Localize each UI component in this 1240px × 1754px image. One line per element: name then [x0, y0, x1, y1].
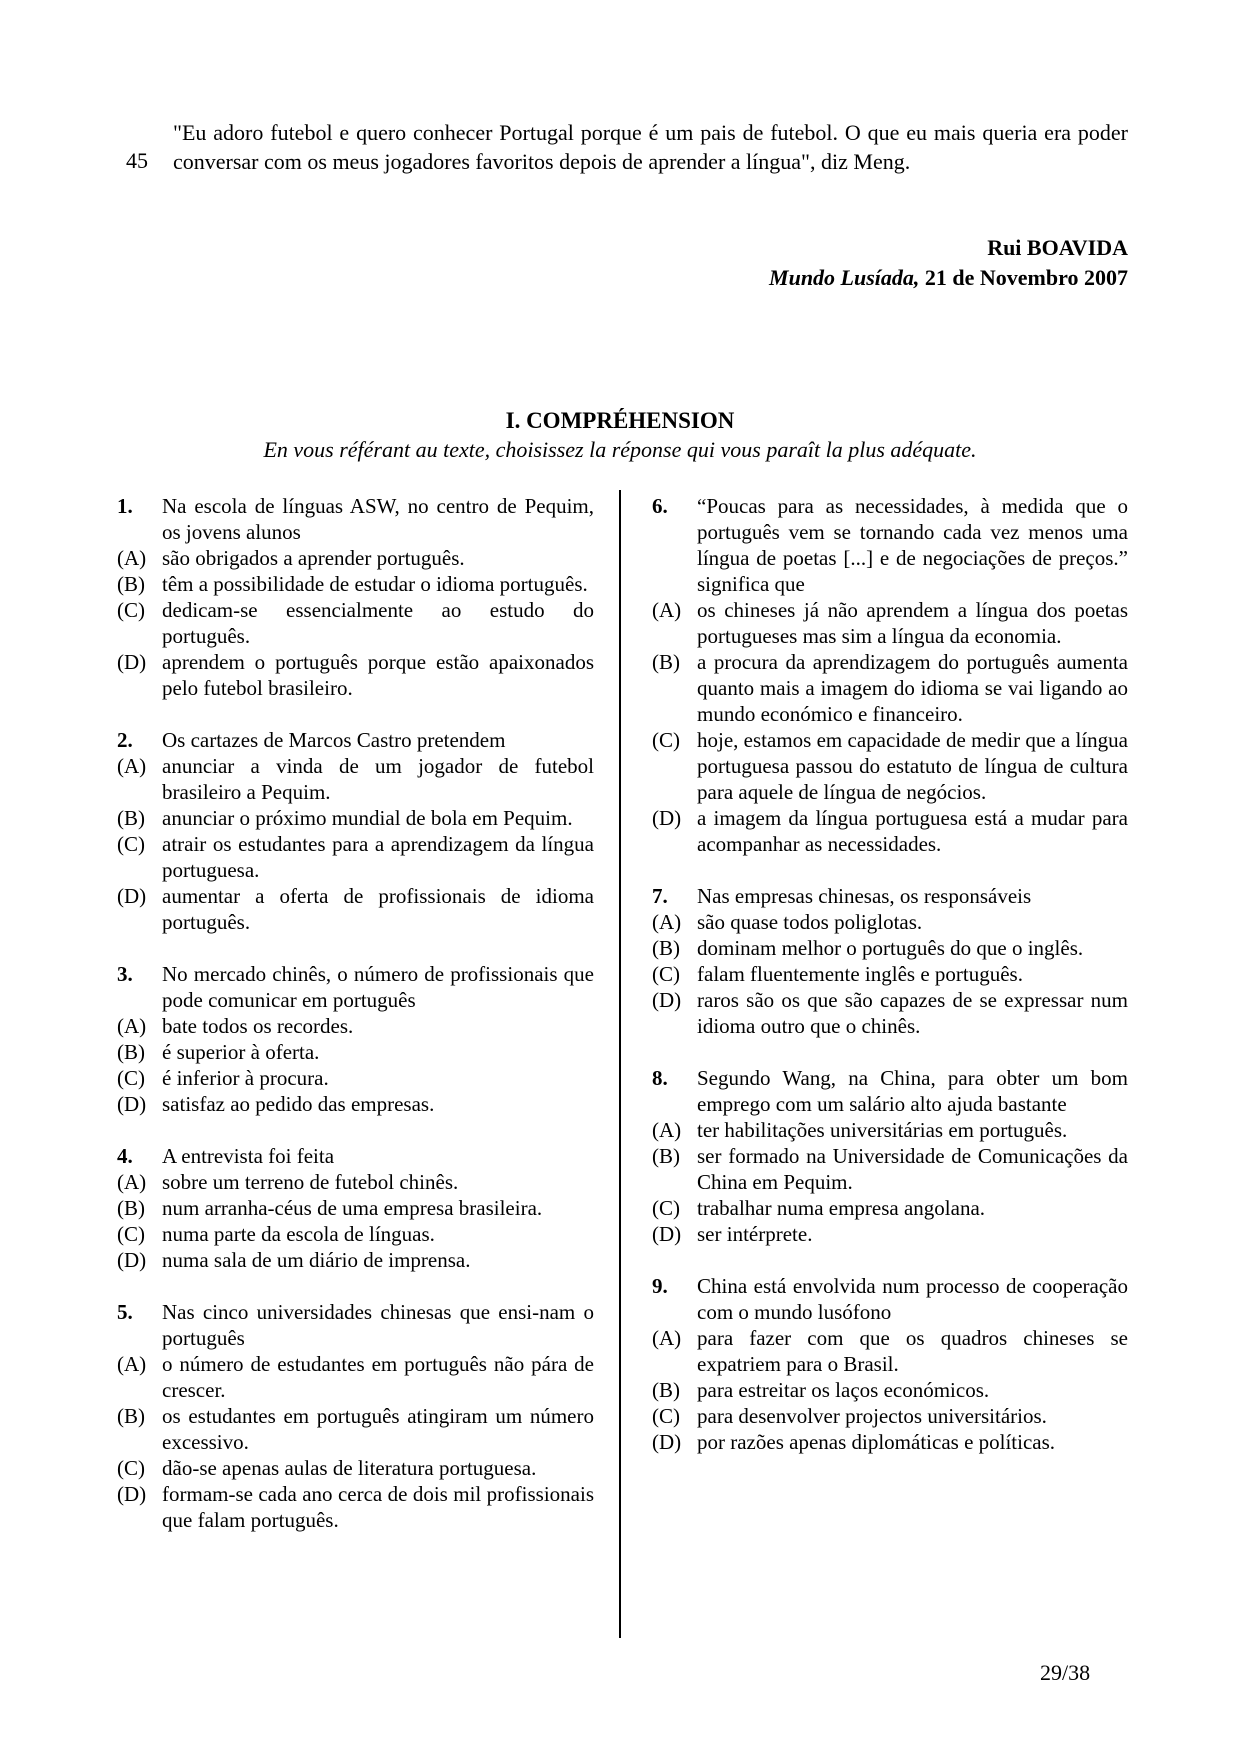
- option-letter: (D): [652, 806, 682, 830]
- option-text: para estreitar os laços económicos.: [697, 1378, 990, 1402]
- question-number: 3.: [117, 962, 133, 986]
- option-letter: (B): [652, 1144, 680, 1168]
- author-name: Rui BOAVIDA: [987, 235, 1128, 260]
- column-divider: [619, 490, 621, 1638]
- option-letter: (D): [117, 1482, 147, 1506]
- option-text: os estudantes em português atingiram um número excessivo.: [162, 1404, 594, 1454]
- answer-option: [652, 1429, 1128, 1455]
- option-letter: (A): [117, 754, 147, 778]
- section-instruction: En vous référant au texte, choisissez la réponse qui vous paraît la plus adéquate.: [263, 437, 977, 462]
- answer-option: [652, 1221, 1128, 1247]
- option-letter: (C): [652, 728, 680, 752]
- section-title: I. COMPRÉHENSION: [505, 408, 735, 433]
- answer-option: [117, 1169, 594, 1195]
- answer-option: [117, 805, 594, 831]
- option-letter: (A): [117, 1170, 147, 1194]
- option-letter: (D): [117, 1248, 147, 1272]
- option-letter: (C): [117, 598, 145, 622]
- option-letter: (A): [652, 1118, 682, 1142]
- question-number: 9.: [652, 1274, 668, 1298]
- option-letter: (D): [117, 1092, 147, 1116]
- question-text: No mercado chinês, o número de profissionais que pode comunicar em português: [162, 962, 594, 1012]
- option-letter: (C): [652, 1404, 680, 1428]
- article-signature: [769, 233, 1128, 293]
- option-text: hoje, estamos em capacidade de medir que a língua portuguesa passou do estatuto de língua de cultura para aquele de língua de negócios.: [697, 728, 1128, 804]
- option-text: são obrigados a aprender português.: [162, 546, 465, 570]
- option-text: são quase todos poliglotas.: [697, 910, 923, 934]
- answer-option: [117, 649, 594, 701]
- question-block: [117, 1143, 594, 1273]
- answer-option: [117, 545, 594, 571]
- option-text: por razões apenas diplomáticas e políticas.: [697, 1430, 1056, 1454]
- question-text: China está envolvida num processo de cooperação com o mundo lusófono: [697, 1274, 1128, 1324]
- answer-option: [117, 1065, 594, 1091]
- option-text: para desenvolver projectos universitários.: [697, 1404, 1047, 1428]
- question-stem: [117, 1143, 594, 1169]
- option-text: aprendem o português porque estão apaixonados pelo futebol brasileiro.: [162, 650, 594, 700]
- question-stem: [652, 493, 1128, 597]
- answer-option: [652, 1195, 1128, 1221]
- option-text: anunciar a vinda de um jogador de futebol brasileiro a Pequim.: [162, 754, 594, 804]
- line-number: 45: [126, 148, 148, 173]
- option-letter: (C): [117, 832, 145, 856]
- option-letter: (D): [117, 650, 147, 674]
- option-text: para fazer com que os quadros chineses se expatriem para o Brasil.: [697, 1326, 1128, 1376]
- question-text: “Poucas para as necessidades, à medida que o português vem se tornando cada vez menos uma língua de poetas [...] e de negociações de preços.” significa que: [697, 494, 1128, 596]
- answer-option: [652, 1403, 1128, 1429]
- question-block: [117, 727, 594, 935]
- option-letter: (A): [117, 1014, 147, 1038]
- option-letter: (B): [117, 1196, 145, 1220]
- answer-option: [117, 753, 594, 805]
- option-text: raros são os que são capazes de se expressar num idioma outro que o chinês.: [697, 988, 1128, 1038]
- answer-option: [652, 909, 1128, 935]
- question-stem: [117, 961, 594, 1013]
- question-text: Os cartazes de Marcos Castro pretendem: [162, 728, 506, 752]
- option-text: sobre um terreno de futebol chinês.: [162, 1170, 459, 1194]
- option-letter: (B): [652, 936, 680, 960]
- option-text: trabalhar numa empresa angolana.: [697, 1196, 986, 1220]
- quote-paragraph: "Eu adoro futebol e quero conhecer Portugal porque é um pais de futebol. O que eu mais queria era poder conversar com os meus jogadores favoritos depois de aprender a língua", diz Meng.: [173, 120, 1128, 174]
- question-stem: [117, 493, 594, 545]
- question-stem: [652, 1273, 1128, 1325]
- question-text: A entrevista foi feita: [162, 1144, 335, 1168]
- question-number: 5.: [117, 1300, 133, 1324]
- answer-option: [652, 649, 1128, 727]
- publication-line: [769, 263, 1128, 293]
- option-letter: (B): [652, 1378, 680, 1402]
- option-text: atrair os estudantes para a aprendizagem da língua portuguesa.: [162, 832, 594, 882]
- option-text: é inferior à procura.: [162, 1066, 329, 1090]
- option-text: dão-se apenas aulas de literatura portuguesa.: [162, 1456, 537, 1480]
- option-letter: (D): [652, 1222, 682, 1246]
- question-number: 4.: [117, 1144, 133, 1168]
- option-text: os chineses já não aprendem a língua dos poetas portugueses mas sim a língua da economia.: [697, 598, 1128, 648]
- option-text: dedicam-se essencialmente ao estudo do português.: [162, 598, 594, 648]
- option-letter: (B): [117, 1040, 145, 1064]
- option-text: aumentar a oferta de profissionais de idioma português.: [162, 884, 594, 934]
- question-number: 6.: [652, 494, 668, 518]
- questions-right-column: [652, 493, 1128, 1481]
- question-stem: [117, 727, 594, 753]
- question-number: 7.: [652, 884, 668, 908]
- answer-option: [117, 1013, 594, 1039]
- option-text: formam-se cada ano cerca de dois mil profissionais que falam português.: [162, 1482, 594, 1532]
- answer-option: [652, 961, 1128, 987]
- option-letter: (B): [117, 1404, 145, 1428]
- answer-option: [652, 727, 1128, 805]
- option-text: ser intérprete.: [697, 1222, 813, 1246]
- option-letter: (A): [117, 1352, 147, 1376]
- question-block: [652, 1065, 1128, 1247]
- answer-option: [117, 1091, 594, 1117]
- answer-option: [117, 571, 594, 597]
- option-letter: (B): [117, 572, 145, 596]
- answer-option: [117, 1195, 594, 1221]
- questions-left-column: [117, 493, 594, 1559]
- question-number: 8.: [652, 1066, 668, 1090]
- answer-option: [117, 1247, 594, 1273]
- publication-date: 21 de Novembro 2007: [924, 265, 1128, 290]
- option-text: a imagem da língua portuguesa está a mudar para acompanhar as necessidades.: [697, 806, 1128, 856]
- answer-option: [117, 831, 594, 883]
- question-text: Na escola de línguas ASW, no centro de Pequim, os jovens alunos: [162, 494, 594, 544]
- question-block: [117, 961, 594, 1117]
- publication-name: Mundo Lusíada,: [769, 265, 920, 290]
- question-text: Nas empresas chinesas, os responsáveis: [697, 884, 1032, 908]
- option-text: falam fluentemente inglês e português.: [697, 962, 1023, 986]
- option-letter: (D): [117, 884, 147, 908]
- answer-option: [117, 1351, 594, 1403]
- answer-option: [117, 1221, 594, 1247]
- answer-option: [652, 1325, 1128, 1377]
- question-block: [117, 493, 594, 701]
- answer-option: [652, 1377, 1128, 1403]
- option-letter: (D): [652, 988, 682, 1012]
- question-stem: [652, 883, 1128, 909]
- answer-option: [117, 1455, 594, 1481]
- question-number: 1.: [117, 494, 133, 518]
- question-text: Nas cinco universidades chinesas que ensi-nam o português: [162, 1300, 594, 1350]
- question-text: Segundo Wang, na China, para obter um bom emprego com um salário alto ajuda bastante: [697, 1066, 1128, 1116]
- option-text: numa parte da escola de línguas.: [162, 1222, 435, 1246]
- answer-option: [652, 935, 1128, 961]
- question-stem: [652, 1065, 1128, 1117]
- answer-option: [117, 1481, 594, 1533]
- option-letter: (A): [652, 910, 682, 934]
- option-letter: (C): [117, 1456, 145, 1480]
- option-text: o número de estudantes em português não pára de crescer.: [162, 1352, 594, 1402]
- question-number: 2.: [117, 728, 133, 752]
- option-letter: (B): [117, 806, 145, 830]
- option-letter: (B): [652, 650, 680, 674]
- answer-option: [117, 597, 594, 649]
- question-block: [652, 883, 1128, 1039]
- option-text: dominam melhor o português do que o inglês.: [697, 936, 1084, 960]
- option-letter: (C): [652, 962, 680, 986]
- answer-option: [652, 597, 1128, 649]
- answer-option: [652, 987, 1128, 1039]
- option-text: ser formado na Universidade de Comunicações da China em Pequim.: [697, 1144, 1128, 1194]
- answer-option: [117, 1039, 594, 1065]
- option-letter: (C): [117, 1066, 145, 1090]
- option-text: ter habilitações universitárias em português.: [697, 1118, 1068, 1142]
- question-block: [117, 1299, 594, 1533]
- option-letter: (C): [117, 1222, 145, 1246]
- option-text: satisfaz ao pedido das empresas.: [162, 1092, 435, 1116]
- option-letter: (A): [652, 598, 682, 622]
- question-block: [652, 1273, 1128, 1455]
- option-text: é superior à oferta.: [162, 1040, 320, 1064]
- option-letter: (A): [117, 546, 147, 570]
- option-text: têm a possibilidade de estudar o idioma português.: [162, 572, 588, 596]
- question-stem: [117, 1299, 594, 1351]
- option-text: bate todos os recordes.: [162, 1014, 354, 1038]
- option-text: numa sala de um diário de imprensa.: [162, 1248, 471, 1272]
- option-letter: (C): [652, 1196, 680, 1220]
- question-block: [652, 493, 1128, 857]
- answer-option: [117, 1403, 594, 1455]
- answer-option: [652, 805, 1128, 857]
- option-text: a procura da aprendizagem do português aumenta quanto mais a imagem do idioma se vai ligando ao mundo económico e financeiro.: [697, 650, 1128, 726]
- option-text: num arranha-céus de uma empresa brasileira.: [162, 1196, 543, 1220]
- option-letter: (A): [652, 1326, 682, 1350]
- answer-option: [117, 883, 594, 935]
- option-text: anunciar o próximo mundial de bola em Pequim.: [162, 806, 573, 830]
- page-number: 29/38: [1040, 1660, 1091, 1685]
- answer-option: [652, 1117, 1128, 1143]
- answer-option: [652, 1143, 1128, 1195]
- option-letter: (D): [652, 1430, 682, 1454]
